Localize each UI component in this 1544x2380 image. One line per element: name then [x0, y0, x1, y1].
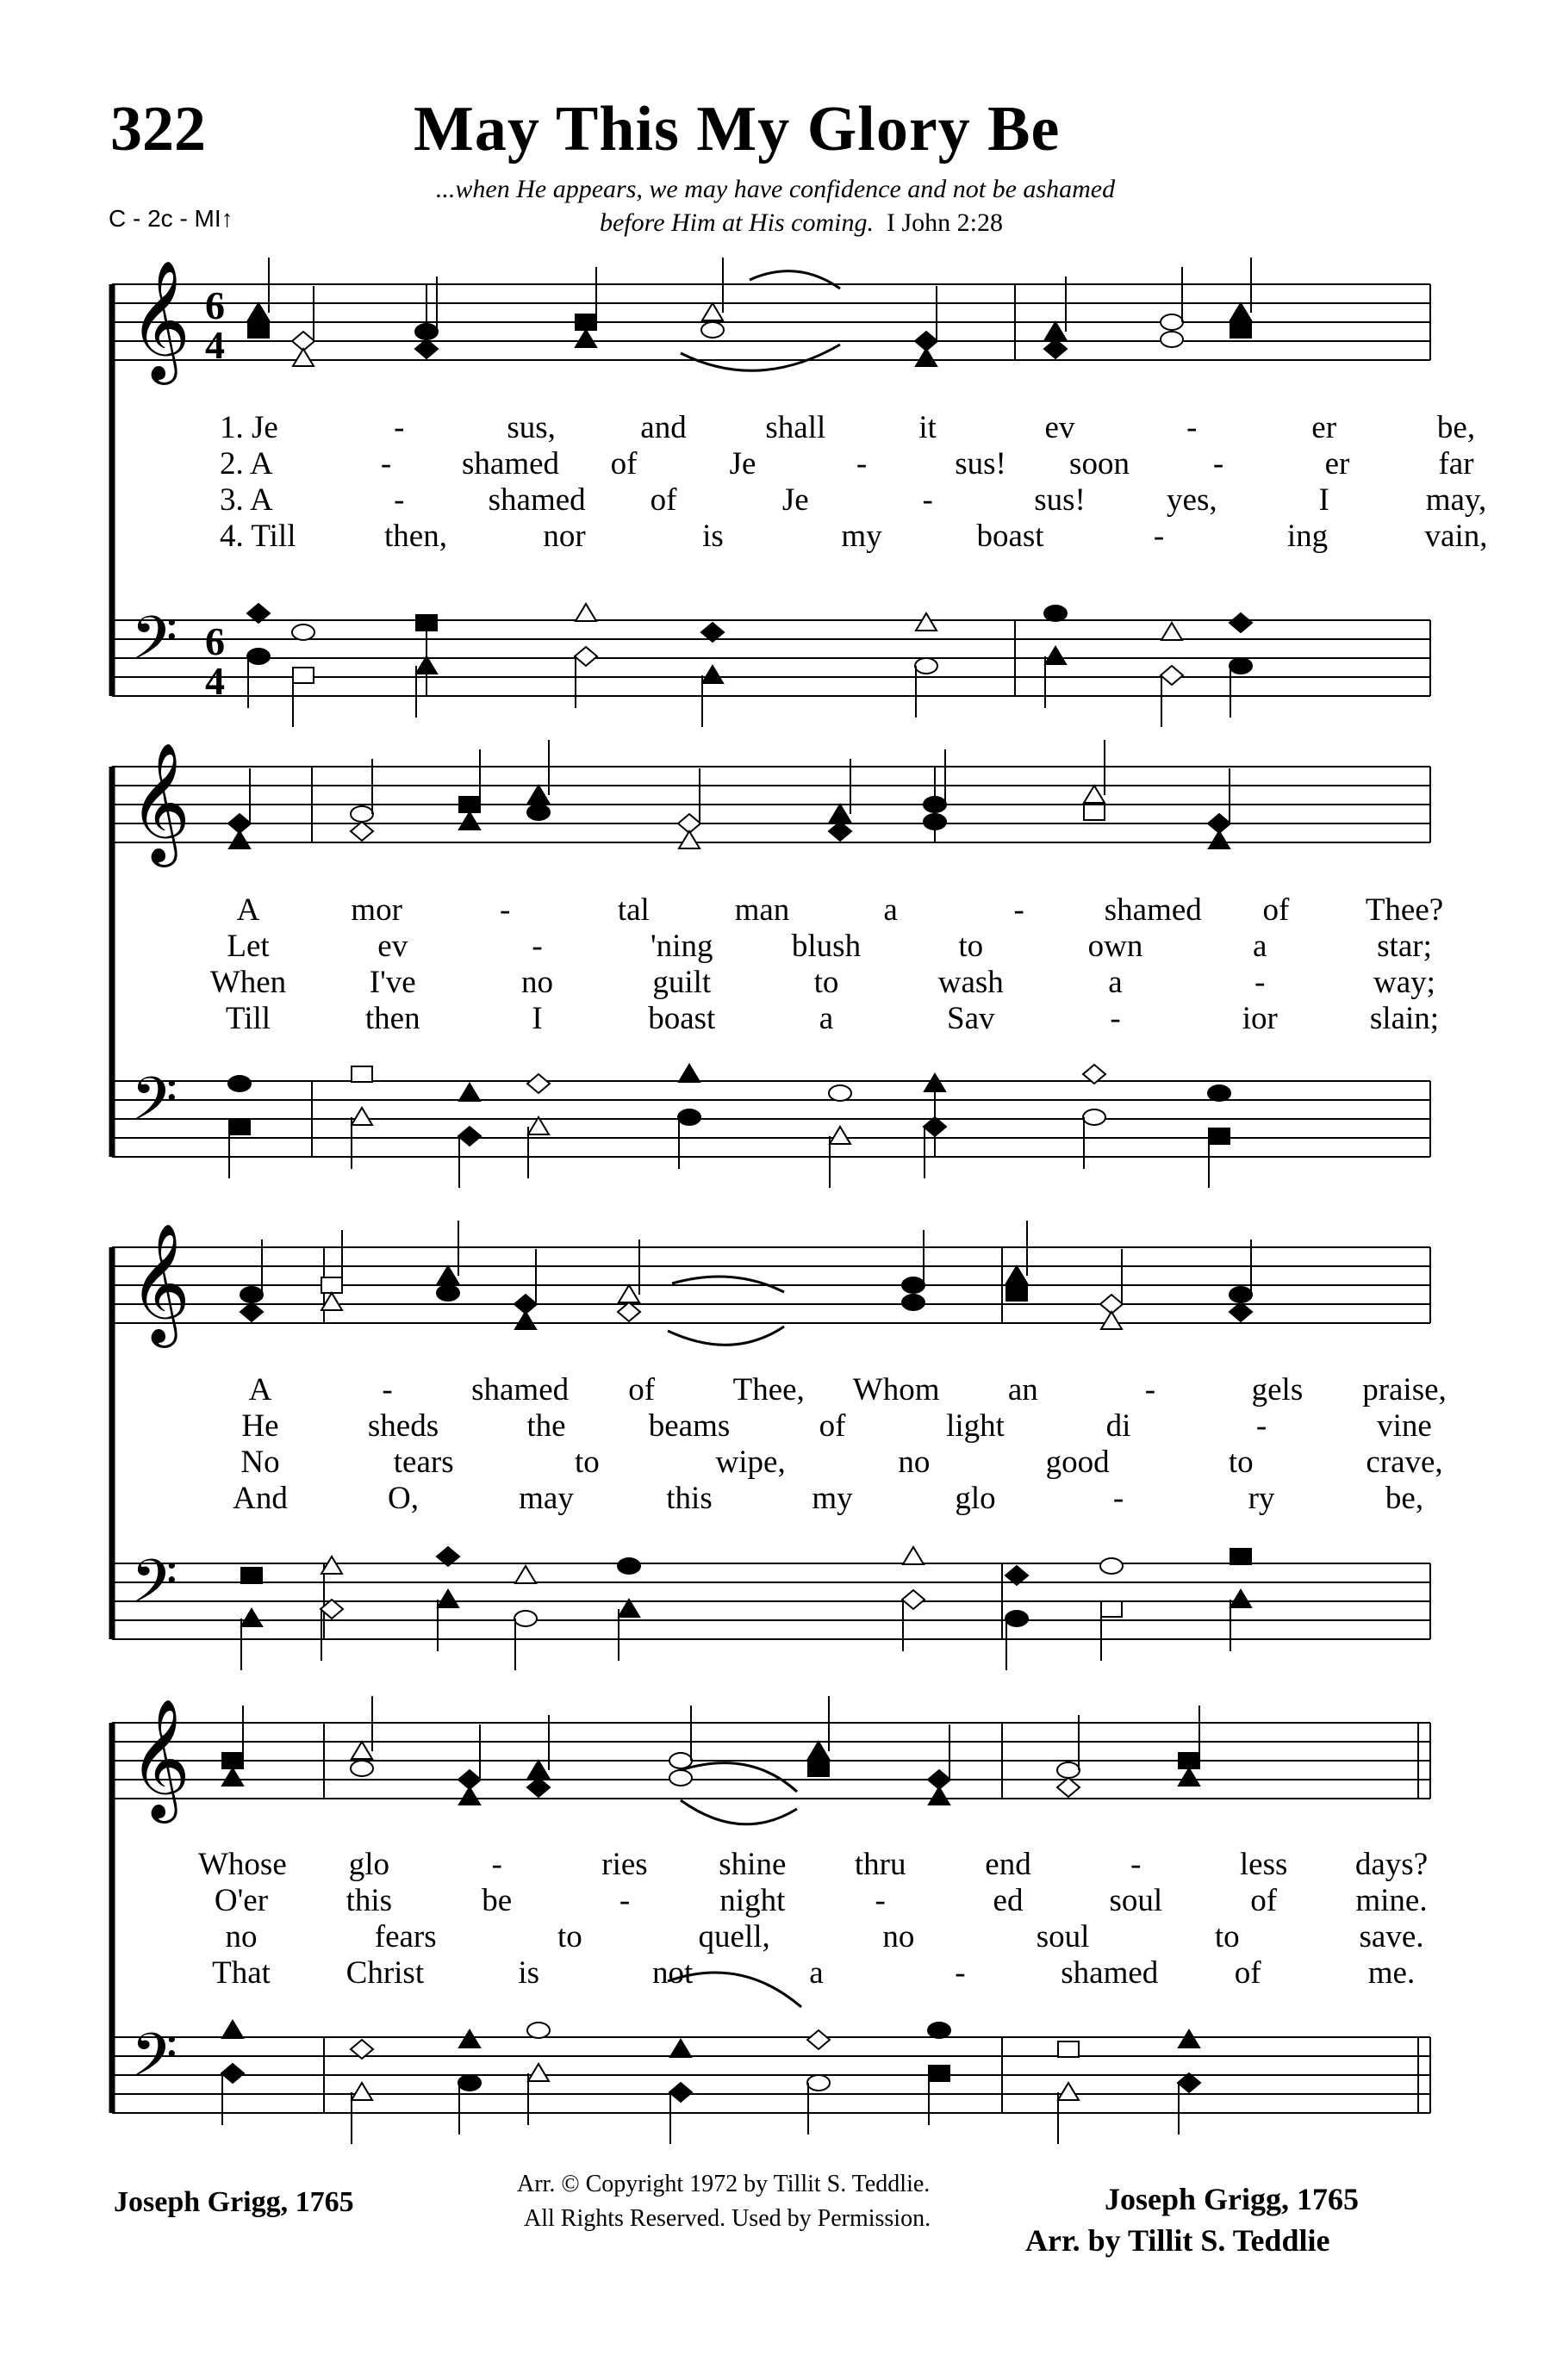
treble-staff	[112, 767, 1430, 842]
note	[528, 1715, 549, 1778]
lyric-syllable: -	[1112, 1481, 1124, 1516]
lyric-syllable: way;	[1373, 965, 1435, 1000]
note	[1208, 1085, 1230, 1101]
note	[293, 668, 314, 727]
note	[808, 1761, 829, 1776]
lyric-syllable: to	[557, 1919, 582, 1954]
tie	[681, 1763, 797, 1792]
lyric-syllable: O'er	[214, 1883, 269, 1918]
tune-code: C - 2c - MI↑	[109, 205, 233, 232]
lyric-syllable: O,	[388, 1481, 419, 1516]
lyric-syllable: of	[1250, 1883, 1278, 1918]
note	[240, 1240, 263, 1302]
note	[1230, 613, 1252, 632]
note	[1179, 2030, 1199, 2048]
lyric-syllable: shamed	[471, 1372, 570, 1407]
lyric-syllable: gels	[1251, 1372, 1304, 1407]
lyric-syllable: -	[619, 1883, 631, 1918]
lyric-syllable: this	[666, 1481, 713, 1516]
lyric-syllable: When	[209, 965, 287, 1000]
note	[527, 805, 550, 820]
lyric-syllable: my	[841, 519, 882, 554]
lyric-syllable: may	[519, 1481, 574, 1516]
author-left: Joseph Grigg, 1765	[114, 2186, 354, 2218]
note	[415, 339, 438, 358]
note	[459, 749, 480, 812]
note	[1084, 805, 1105, 820]
note	[829, 822, 851, 841]
note	[1179, 1706, 1199, 1768]
note	[248, 322, 269, 338]
note	[293, 349, 314, 366]
lyric-syllable: -	[875, 1883, 886, 1918]
bass-clef-icon: 𝄢	[131, 1064, 178, 1148]
lyric-syllable: guilt	[652, 965, 712, 1000]
tie	[750, 271, 840, 289]
lyric-syllable: this	[346, 1883, 393, 1918]
note	[515, 1566, 536, 1583]
lyric-syllable: di	[1105, 1408, 1131, 1444]
lyric-syllable: Till	[225, 1001, 271, 1036]
lyric-syllable: No	[240, 1445, 280, 1480]
note	[1058, 2041, 1079, 2057]
note	[1044, 606, 1067, 621]
note	[241, 1568, 262, 1583]
note	[1045, 277, 1066, 339]
lyric-syllable: Je	[781, 482, 809, 518]
note	[1084, 740, 1105, 803]
note	[916, 349, 937, 366]
treble-staff	[112, 1723, 1430, 1799]
note	[222, 1706, 243, 1768]
lyric-syllable: the	[526, 1408, 566, 1444]
arranger-credit: Arr. by Tillit S. Teddlie	[1025, 2223, 1330, 2258]
lyric-syllable: 3. A	[220, 482, 273, 518]
note	[292, 286, 314, 351]
note	[438, 1221, 458, 1283]
tie	[681, 345, 840, 370]
note	[1161, 332, 1183, 347]
note	[1161, 267, 1183, 330]
lyric-syllable: days?	[1354, 1847, 1429, 1882]
note	[701, 322, 724, 338]
lyric-syllable: -	[1255, 1408, 1267, 1444]
lyric-syllable: Thee,	[732, 1372, 805, 1407]
note	[807, 2030, 830, 2049]
note	[1044, 339, 1067, 358]
lyric-syllable: ed	[993, 1883, 1024, 1918]
lyric-syllable: to	[958, 929, 984, 964]
note	[829, 1085, 851, 1101]
lyric-syllable: me.	[1367, 1955, 1416, 1991]
note	[247, 649, 270, 708]
lyric-syllable: a	[1253, 929, 1267, 964]
note	[527, 1778, 550, 1797]
lyric-syllable: no	[898, 1445, 931, 1480]
lyric-syllable: no	[521, 965, 553, 1000]
note	[1230, 258, 1251, 320]
lyric-syllable: sheds	[367, 1408, 439, 1444]
note	[527, 2023, 550, 2038]
note	[1005, 1611, 1028, 1670]
lyric-syllable: to	[575, 1445, 600, 1480]
lyric-syllable: -	[1130, 1847, 1142, 1882]
note	[1209, 1128, 1230, 1188]
note	[670, 2040, 691, 2057]
note	[669, 1706, 692, 1768]
note	[458, 2075, 481, 2135]
lyric-syllable: yes,	[1167, 482, 1217, 518]
scripture-line-1: ...when He appears, we may have confidence and not be ashamed	[435, 175, 1116, 203]
lyric-syllable: blush	[791, 929, 862, 964]
note	[528, 740, 549, 803]
lyric-syllable: nor	[543, 519, 586, 554]
lyric-syllable: far	[1438, 446, 1474, 482]
treble-clef-icon: 𝄞	[129, 260, 190, 380]
note	[618, 1558, 640, 1574]
treble-clef-icon: 𝄞	[129, 1223, 190, 1343]
lyric-syllable: to	[1214, 1919, 1240, 1954]
lyric-syllable: -	[1013, 892, 1024, 928]
lyric-syllable: er	[1324, 446, 1350, 482]
lyric-syllable: 2. A	[220, 446, 273, 482]
note	[1230, 322, 1251, 338]
note	[1208, 768, 1230, 833]
lyric-syllable: crave,	[1366, 1445, 1443, 1480]
lyric-syllable: ev	[377, 929, 408, 964]
note	[1100, 1558, 1123, 1574]
lyric-syllable: vain,	[1424, 519, 1488, 554]
lyric-syllable: And	[233, 1481, 288, 1516]
lyric-syllable: end	[985, 1847, 1031, 1882]
note	[702, 258, 723, 320]
note	[527, 1074, 550, 1093]
lyric-syllable: night	[719, 1883, 786, 1918]
note	[1083, 1109, 1105, 1169]
note	[830, 759, 850, 822]
lyric-syllable: ry	[1248, 1481, 1275, 1516]
lyric-syllable: 'ning	[651, 929, 713, 964]
lyric-syllable: may,	[1425, 482, 1487, 518]
lyric-syllable: sus!	[955, 446, 1006, 482]
lyric-syllable: -	[394, 482, 405, 518]
note	[1101, 1312, 1122, 1329]
lyric-syllable: of	[610, 446, 638, 482]
lyric-syllable: -	[922, 482, 933, 518]
lyric-syllable: own	[1087, 929, 1143, 964]
note	[928, 1724, 950, 1789]
note	[1006, 1221, 1027, 1283]
note	[618, 1302, 640, 1321]
lyric-syllable: then,	[384, 519, 447, 554]
note	[459, 1084, 480, 1101]
note	[1178, 2073, 1200, 2135]
note	[1230, 1240, 1252, 1302]
note	[1209, 831, 1230, 848]
lyric-syllable: boast	[976, 519, 1044, 554]
lyric-syllable: star;	[1377, 929, 1432, 964]
note	[1230, 1549, 1251, 1564]
lyric-syllable: to	[1228, 1445, 1254, 1480]
lyric-syllable: Whose	[198, 1847, 287, 1882]
time-signature-top: 6	[205, 283, 225, 327]
note	[416, 615, 437, 631]
lyric-syllable: good	[1045, 1445, 1110, 1480]
lyric-syllable: beams	[648, 1408, 731, 1444]
lyric-syllable: save.	[1359, 1919, 1424, 1954]
time-signature-bottom: 4	[205, 659, 225, 703]
note	[1100, 1249, 1123, 1314]
lyric-syllable: be	[482, 1883, 513, 1918]
lyric-syllable: -	[394, 410, 405, 445]
note	[619, 1600, 639, 1661]
bass-clef-icon: 𝄢	[131, 2020, 178, 2104]
lyric-syllable: A	[236, 892, 260, 928]
lyric-syllable: of	[1234, 1955, 1261, 1991]
lyric-syllable: I've	[369, 965, 416, 1000]
lyric-syllable: sus!	[1034, 482, 1086, 518]
note	[924, 814, 946, 830]
lyric-syllable: soon	[1069, 446, 1130, 482]
lyric-syllable: thru	[854, 1847, 906, 1882]
lyric-syllable: glo	[955, 1481, 996, 1516]
lyric-syllable: a	[883, 892, 898, 928]
note	[240, 1302, 263, 1321]
lyric-syllable: -	[1153, 519, 1165, 554]
note	[528, 1117, 549, 1178]
lyric-syllable: is	[518, 1955, 540, 1991]
lyric-syllable: -	[1144, 1372, 1156, 1407]
note	[514, 1611, 537, 1670]
note	[1230, 1302, 1252, 1321]
note	[351, 1761, 373, 1776]
note	[576, 604, 596, 621]
lyric-syllable: soul	[1109, 1883, 1163, 1918]
note	[459, 2030, 480, 2048]
note	[229, 831, 250, 848]
lyric-syllable: -	[382, 1372, 393, 1407]
note	[1057, 1778, 1080, 1797]
lyric-syllable: boast	[648, 1001, 716, 1036]
lyric-syllable: less	[1239, 1847, 1288, 1882]
note	[902, 1295, 925, 1310]
note	[679, 1065, 700, 1082]
note	[351, 822, 373, 841]
note	[514, 1249, 537, 1314]
lyric-syllable: -	[500, 892, 511, 928]
note	[1057, 1715, 1080, 1778]
lyric-syllable: mor	[351, 892, 402, 928]
lyric-syllable: wipe,	[715, 1445, 786, 1480]
note	[916, 613, 937, 631]
note	[808, 1696, 829, 1759]
note	[248, 258, 269, 320]
note	[576, 267, 596, 330]
bass-staff	[112, 1081, 1430, 1157]
note	[1230, 658, 1252, 718]
lyric-syllable: of	[628, 1372, 656, 1407]
note	[1006, 1285, 1027, 1301]
lyric-syllable: Let	[227, 929, 270, 964]
note	[902, 1230, 925, 1293]
lyric-syllable: mine.	[1355, 1883, 1428, 1918]
lyric-syllable: slain;	[1369, 1001, 1440, 1036]
lyric-syllable: tal	[617, 892, 650, 928]
lyric-syllable: a	[809, 1955, 824, 1991]
tie	[668, 1327, 784, 1345]
lyric-syllable: praise,	[1362, 1372, 1447, 1407]
note	[459, 1787, 480, 1805]
lyric-syllable: wash	[937, 965, 1004, 1000]
lyric-syllable: er	[1311, 410, 1337, 445]
scripture-reference: I John 2:28	[887, 208, 1004, 237]
lyric-syllable: tears	[393, 1445, 454, 1480]
lyric-syllable: of	[1262, 892, 1290, 928]
note	[903, 1547, 924, 1564]
copyright-line-2: All Rights Reserved. Used by Permission.	[524, 2205, 931, 2232]
lyric-syllable: Je	[729, 446, 756, 482]
time-signature-top: 6	[205, 619, 225, 663]
lyric-syllable: -	[491, 1847, 502, 1882]
lyric-syllable: man	[734, 892, 790, 928]
note	[915, 286, 937, 351]
note	[678, 1109, 700, 1169]
note	[679, 831, 700, 848]
lyric-syllable: a	[1108, 965, 1123, 1000]
lyric-syllable: ev	[1044, 410, 1075, 445]
note	[915, 658, 937, 718]
lyric-syllable: -	[1212, 446, 1224, 482]
lyric-syllable: ing	[1286, 519, 1329, 554]
lyric-syllable: ior	[1242, 1001, 1278, 1036]
note	[458, 1724, 481, 1789]
lyric-syllable: I	[532, 1001, 543, 1036]
note	[669, 1770, 692, 1786]
lyric-syllable: of	[650, 482, 677, 518]
lyric-syllable: vine	[1377, 1408, 1432, 1444]
lyric-syllable: Whom	[852, 1372, 940, 1407]
time-signature-bottom: 4	[205, 323, 225, 367]
hymn-title: May This My Glory Be	[414, 94, 1061, 165]
note	[229, 1119, 250, 1178]
note	[222, 1768, 243, 1786]
lyric-syllable: shamed	[1061, 1955, 1159, 1991]
lyric-syllable: I	[1318, 482, 1329, 518]
note	[929, 1787, 949, 1805]
lyric-syllable: -	[380, 446, 392, 482]
lyric-syllable: -	[532, 929, 543, 964]
note	[228, 1076, 251, 1091]
lyric-syllable: Christ	[346, 1955, 425, 1991]
lyric-syllable: it	[918, 410, 937, 445]
lyric-syllable: no	[882, 1919, 915, 1954]
lyric-syllable: -	[1186, 410, 1198, 445]
lyric-syllable: fears	[374, 1919, 437, 1954]
note	[1161, 623, 1182, 640]
note	[619, 1240, 639, 1302]
lyric-syllable: Thee?	[1365, 892, 1444, 928]
lyric-syllable: soul	[1036, 1919, 1090, 1954]
note	[515, 1312, 536, 1329]
bass-staff	[112, 1563, 1430, 1639]
lyric-syllable: of	[819, 1408, 846, 1444]
lyric-syllable: quell,	[698, 1919, 770, 1954]
note	[929, 2066, 949, 2125]
author-right: Joseph Grigg, 1765	[1105, 2182, 1360, 2216]
note	[222, 2021, 243, 2038]
note	[678, 768, 700, 833]
lyric-syllable: Sav	[947, 1001, 995, 1036]
treble-clef-icon: 𝄞	[129, 1699, 190, 1818]
copyright-line-1: Arr. © Copyright 1972 by Tillit S. Teddlie.	[517, 2171, 931, 2197]
lyric-syllable: an	[1007, 1372, 1038, 1407]
bass-clef-icon: 𝄢	[131, 1546, 178, 1631]
note	[228, 768, 251, 833]
lyric-syllable: and	[640, 410, 687, 445]
lyric-syllable: shamed	[488, 482, 586, 518]
lyric-syllable: -	[1110, 1001, 1121, 1036]
lyric-syllable: 4. Till	[220, 519, 296, 554]
note	[459, 812, 480, 830]
lyric-syllable: ries	[601, 1847, 648, 1882]
lyric-syllable: He	[241, 1408, 279, 1444]
note	[1101, 1601, 1122, 1661]
lyric-syllable: light	[946, 1408, 1005, 1444]
lyric-syllable: to	[813, 965, 839, 1000]
note	[925, 1074, 945, 1091]
lyric-syllable: be,	[1385, 1481, 1424, 1516]
lyric-syllable: glo	[348, 1847, 389, 1882]
treble-clef-icon: 𝄞	[129, 743, 190, 862]
lyric-syllable: no	[225, 1919, 258, 1954]
lyric-syllable: A	[248, 1372, 272, 1407]
scripture-text: before Him at His coming.	[599, 208, 875, 237]
note	[576, 330, 596, 347]
lyric-syllable: -	[955, 1955, 966, 1991]
lyric-syllable: shamed	[462, 446, 560, 482]
lyric-syllable: -	[856, 446, 868, 482]
bass-staff	[112, 2037, 1430, 2113]
note	[928, 2023, 950, 2038]
lyric-syllable: shamed	[1104, 892, 1202, 928]
bass-clef-icon: 𝄢	[131, 603, 178, 687]
lyric-syllable: 1. Je	[220, 410, 278, 445]
note	[352, 1066, 372, 1082]
lyric-syllable: my	[812, 1481, 853, 1516]
lyric-syllable: is	[702, 519, 724, 554]
note	[351, 759, 373, 822]
note	[1179, 1768, 1199, 1786]
lyric-syllable: That	[212, 1955, 271, 1991]
lyric-syllable: shine	[719, 1847, 787, 1882]
hymn-number: 322	[110, 94, 206, 165]
lyric-syllable: then	[364, 1001, 420, 1036]
note	[437, 1285, 459, 1301]
note	[807, 2075, 830, 2135]
note	[292, 625, 314, 640]
tie	[681, 1800, 797, 1824]
lyric-syllable: a	[819, 1001, 834, 1036]
lyric-syllable: sus,	[507, 410, 556, 445]
lyric-syllable: -	[1254, 965, 1266, 1000]
lyric-syllable: not	[651, 1955, 694, 1991]
note	[352, 1696, 372, 1759]
lyric-syllable: be,	[1436, 410, 1476, 445]
lyric-syllable: shall	[765, 410, 826, 445]
